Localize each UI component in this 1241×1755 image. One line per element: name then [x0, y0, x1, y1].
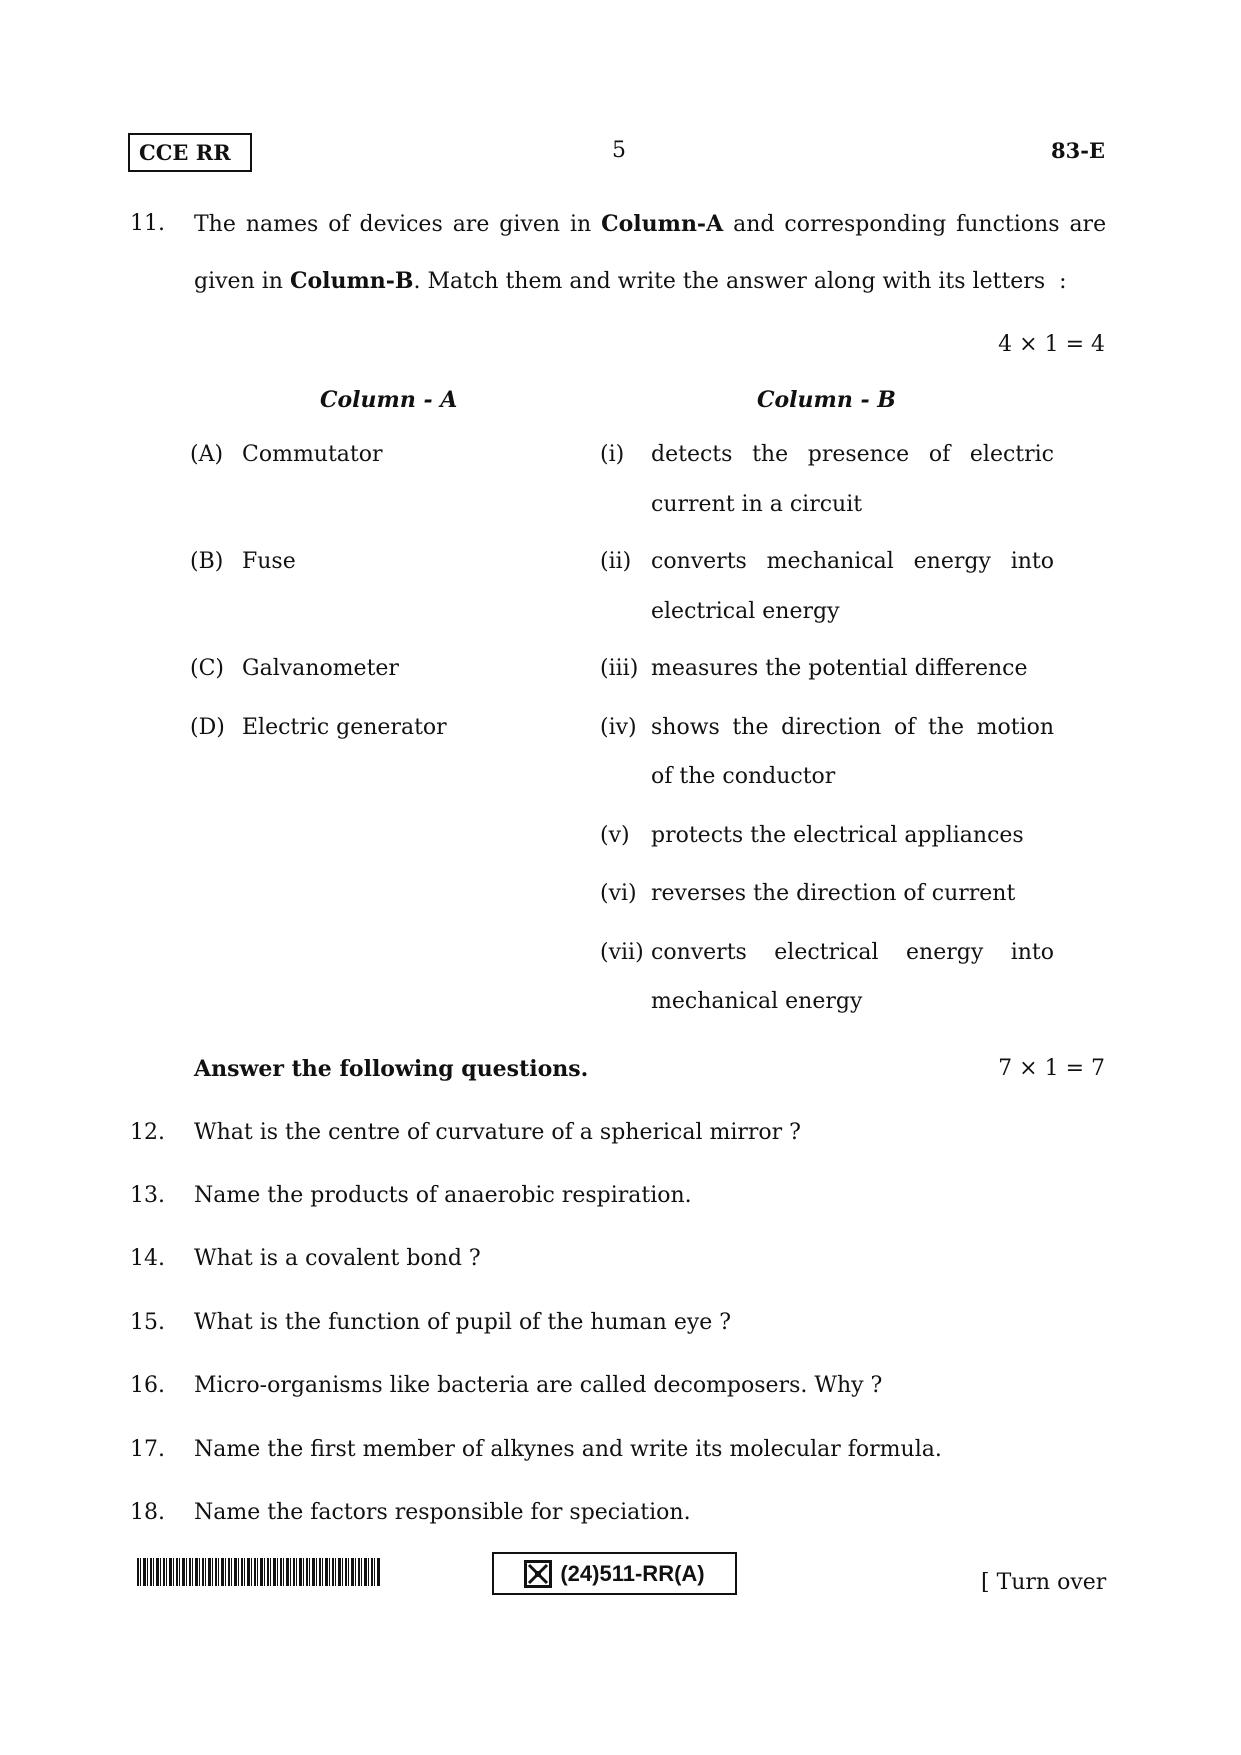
column-a-heading: Column - A — [320, 387, 458, 413]
question-11-line-2: given in Column-B. Match them and write the answer along with its letters : — [194, 268, 1067, 294]
question-number: 14. — [130, 1246, 165, 1271]
column-b-item: protects the electrical appliances — [651, 823, 1024, 848]
column-b-item-cont: current in a circuit — [651, 492, 863, 517]
column-a-item: Fuse — [242, 549, 296, 574]
question-number: 11. — [130, 211, 165, 236]
subject-code: 83-E — [1051, 138, 1105, 163]
column-a-label: (C) — [190, 656, 224, 681]
page-number: 5 — [612, 138, 626, 163]
column-b-label: (ii) — [600, 549, 632, 574]
question-text: What is the function of pupil of the human eye ? — [194, 1310, 732, 1335]
column-b-item-cont: of the conductor — [651, 764, 836, 789]
section-instruction: Answer the following questions. — [194, 1056, 589, 1082]
column-a-label: (D) — [190, 715, 225, 740]
barcode-icon — [137, 1558, 381, 1586]
column-a-ref: Column-A — [601, 211, 724, 237]
column-a-item: Commutator — [242, 442, 383, 467]
series-label: CCE RR — [139, 140, 231, 165]
column-b-heading: Column - B — [757, 387, 896, 413]
qr-code-icon — [524, 1560, 552, 1588]
column-b-item: measures the potential difference — [651, 656, 1028, 681]
column-a-item: Electric generator — [242, 715, 447, 740]
question-number: 17. — [130, 1437, 165, 1462]
column-b-item-cont: electrical energy — [651, 599, 840, 624]
column-b-item-cont: mechanical energy — [651, 989, 863, 1014]
question-text: Name the products of anaerobic respiration. — [194, 1183, 692, 1208]
question-text: Name the first member of alkynes and write its molecular formula. — [194, 1437, 942, 1462]
question-text: Name the factors responsible for speciation. — [194, 1500, 691, 1525]
column-b-label: (iii) — [600, 656, 639, 681]
column-b-item: detects the presence of electric — [651, 442, 1054, 467]
column-b-item: converts electrical energy into — [651, 940, 1054, 965]
question-11-line-1: The names of devices are given in Column-A and corresponding functions are — [194, 211, 1107, 237]
question-11-marks: 4 × 1 = 4 — [998, 332, 1105, 357]
question-text: What is the centre of curvature of a spherical mirror ? — [194, 1120, 801, 1145]
column-b-label: (v) — [600, 823, 630, 848]
question-number: 13. — [130, 1183, 165, 1208]
column-b-label: (iv) — [600, 715, 637, 740]
column-b-label: (i) — [600, 442, 625, 467]
series-box — [128, 133, 252, 172]
column-a-label: (A) — [190, 442, 224, 467]
column-a-item: Galvanometer — [242, 656, 399, 681]
column-a-label: (B) — [190, 549, 224, 574]
question-number: 12. — [130, 1120, 165, 1145]
column-b-item: reverses the direction of current — [651, 881, 1016, 906]
column-b-label: (vii) — [600, 940, 644, 965]
question-text: What is a covalent bond ? — [194, 1246, 481, 1271]
column-b-ref: Column-B — [289, 268, 414, 294]
turn-over-note: [ Turn over — [981, 1570, 1107, 1595]
question-number: 15. — [130, 1310, 165, 1335]
section-marks: 7 × 1 = 7 — [998, 1056, 1105, 1081]
question-text: Micro-organisms like bacteria are called decomposers. Why ? — [194, 1373, 883, 1398]
column-b-label: (vi) — [600, 881, 637, 906]
paper-code: (24)511-RR(A) — [560, 1560, 705, 1586]
paper-code-box — [492, 1552, 737, 1595]
column-b-item: converts mechanical energy into — [651, 549, 1054, 574]
column-b-item: shows the direction of the motion — [651, 715, 1054, 740]
question-number: 18. — [130, 1500, 165, 1525]
question-number: 16. — [130, 1373, 165, 1398]
